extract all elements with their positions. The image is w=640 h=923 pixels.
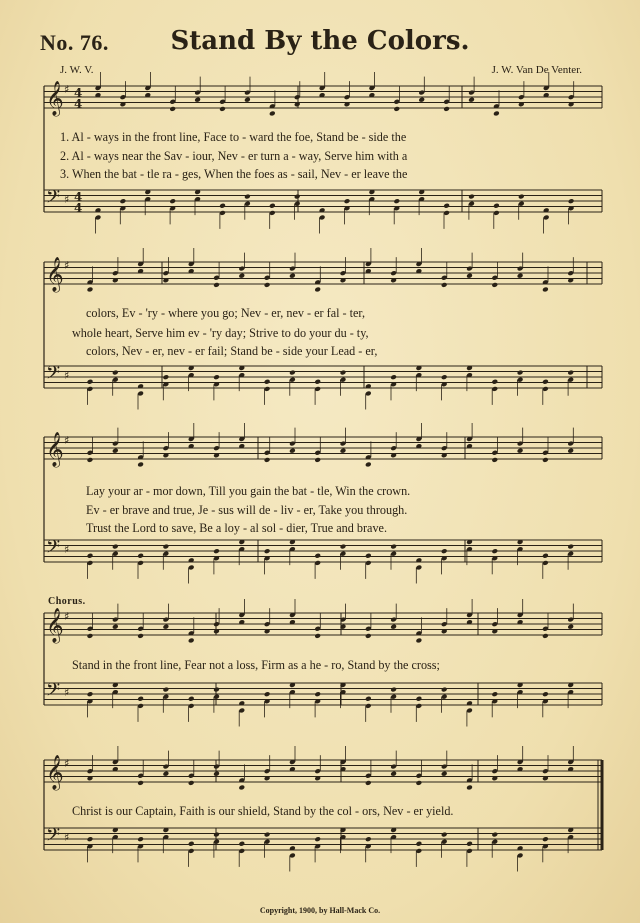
note-head xyxy=(264,379,271,385)
note-head xyxy=(493,111,500,117)
note-head xyxy=(365,462,372,468)
note-head xyxy=(137,633,144,639)
note-head xyxy=(314,836,321,842)
note-head xyxy=(289,273,296,279)
note-head xyxy=(289,448,296,454)
note-head xyxy=(163,687,170,693)
treble-clef-icon: 𝄞 xyxy=(46,81,64,116)
bass-clef-icon: 𝄢 xyxy=(46,363,61,388)
note-head xyxy=(418,97,425,103)
note-head xyxy=(567,624,574,630)
note-head xyxy=(390,374,397,380)
note-head xyxy=(517,273,524,279)
note-head xyxy=(365,836,372,842)
note-head xyxy=(542,287,549,293)
copyright-notice: Copyright, 1900, by Hall-Mack Co. xyxy=(259,906,381,915)
words-credit: J. W. V. xyxy=(60,64,94,76)
note-head xyxy=(87,457,94,463)
note-head xyxy=(468,194,475,200)
note-head xyxy=(390,687,397,693)
note-head xyxy=(365,696,372,702)
note-head xyxy=(567,370,574,376)
note-head xyxy=(87,691,94,697)
note-head xyxy=(289,370,296,376)
note-head xyxy=(238,273,245,279)
note-head xyxy=(542,691,549,697)
note-head xyxy=(314,691,321,697)
treble-clef-icon: 𝄞 xyxy=(46,755,64,790)
note-head xyxy=(542,457,549,463)
note-head xyxy=(567,544,574,550)
verse-lyric-line: 2. Al - ways near the Sav - iour, Nev - er turn a - way, Serve him with a xyxy=(60,149,408,163)
key-sharp-icon: ♯ xyxy=(64,369,70,382)
note-head xyxy=(365,780,372,786)
note-head xyxy=(112,624,119,630)
note-head xyxy=(120,198,127,204)
note-head xyxy=(219,106,226,112)
time-signature-icon: 4 xyxy=(74,86,83,100)
time-signature-icon: 4 xyxy=(74,97,83,111)
key-sharp-icon: ♯ xyxy=(64,757,70,770)
note-head xyxy=(213,374,220,380)
note-head xyxy=(491,457,498,463)
note-head xyxy=(542,553,549,559)
note-head xyxy=(567,448,574,454)
note-head xyxy=(340,370,347,376)
verse-lyric-line: 1. Al - ways in the front line, Face to - ward the foe, Stand be - side the xyxy=(60,130,407,144)
note-head xyxy=(340,544,347,550)
bass-clef-icon: 𝄢 xyxy=(46,825,61,850)
note-head xyxy=(264,691,271,697)
note-head xyxy=(137,780,144,786)
note-head xyxy=(491,379,498,385)
note-head xyxy=(213,687,220,693)
note-head xyxy=(264,832,271,838)
key-sharp-icon: ♯ xyxy=(64,686,70,699)
note-head xyxy=(568,198,575,204)
note-head xyxy=(441,832,448,838)
note-head xyxy=(213,771,220,777)
note-head xyxy=(466,785,473,791)
note-head xyxy=(493,203,500,209)
verse-lyric-line: 3. When the bat - tle ra - ges, When the foes as - sail, Nev - er leave the xyxy=(60,167,408,181)
bass-clef-icon: 𝄢 xyxy=(46,187,61,212)
note-head xyxy=(416,638,423,644)
note-head xyxy=(416,696,423,702)
note-head xyxy=(87,287,94,293)
music-credit: J. W. Van De Venter. xyxy=(491,64,582,76)
verse-lyric-line: colors, Nev - er, nev - er fail; Stand be - side your Lead - er, xyxy=(86,344,378,358)
note-head xyxy=(294,194,301,200)
note-head xyxy=(443,203,450,209)
note-head xyxy=(169,198,176,204)
note-head xyxy=(491,832,498,838)
note-head xyxy=(163,374,170,380)
note-head xyxy=(112,370,119,376)
note-head xyxy=(163,544,170,550)
chorus-lyric-line: Stand in the front line, Fear not a loss, Firm as a he - ro, Stand by the cross; xyxy=(72,658,440,672)
note-head xyxy=(194,97,201,103)
note-head xyxy=(466,841,473,847)
key-sharp-icon: ♯ xyxy=(64,610,70,623)
note-head xyxy=(264,548,271,554)
key-sharp-icon: ♯ xyxy=(64,83,70,96)
verse-lyric-line: Trust the Lord to save, Be a loy - al sol - dier, True and brave. xyxy=(86,521,387,535)
note-head xyxy=(112,448,119,454)
time-signature-icon: 4 xyxy=(74,201,83,215)
note-head xyxy=(244,97,251,103)
treble-clef-icon: 𝄞 xyxy=(46,432,64,467)
note-head xyxy=(416,780,423,786)
note-head xyxy=(441,374,448,380)
note-head xyxy=(441,687,448,693)
note-head xyxy=(542,836,549,842)
note-head xyxy=(213,548,220,554)
note-head xyxy=(491,548,498,554)
treble-clef-icon: 𝄞 xyxy=(46,257,64,292)
note-head xyxy=(269,203,276,209)
note-head xyxy=(314,633,321,639)
note-head xyxy=(188,780,195,786)
note-head xyxy=(137,836,144,842)
note-head xyxy=(137,553,144,559)
treble-clef-icon: 𝄞 xyxy=(46,608,64,643)
note-head xyxy=(188,696,195,702)
note-head xyxy=(213,832,220,838)
key-sharp-icon: ♯ xyxy=(64,831,70,844)
note-head xyxy=(314,553,321,559)
bass-clef-icon: 𝄢 xyxy=(46,537,61,562)
note-head xyxy=(244,194,251,200)
note-head xyxy=(491,282,498,288)
note-head xyxy=(314,287,321,293)
note-head xyxy=(137,462,144,468)
note-head xyxy=(219,203,226,209)
note-head xyxy=(468,97,475,103)
note-head xyxy=(87,836,94,842)
note-head xyxy=(340,448,347,454)
note-head xyxy=(517,370,524,376)
verse-lyric-line: colors, Ev - 'ry - where you go; Nev - er, nev - er fal - ter, xyxy=(86,306,366,320)
note-head xyxy=(188,638,195,644)
note-head xyxy=(518,194,525,200)
note-head xyxy=(393,106,400,112)
note-head xyxy=(344,198,351,204)
hymn-number: No. 76. xyxy=(40,30,109,55)
note-head xyxy=(269,111,276,117)
note-head xyxy=(466,273,473,279)
note-head xyxy=(517,448,524,454)
note-head xyxy=(314,379,321,385)
key-sharp-icon: ♯ xyxy=(64,259,70,272)
bass-clef-icon: 𝄢 xyxy=(46,680,61,705)
note-head xyxy=(169,106,176,112)
chorus-label: Chorus. xyxy=(48,596,86,607)
key-sharp-icon: ♯ xyxy=(64,543,70,556)
note-head xyxy=(87,379,94,385)
note-head xyxy=(390,771,397,777)
note-head xyxy=(390,624,397,630)
note-head xyxy=(314,457,321,463)
chorus-lyric-line: Christ is our Captain, Faith is our shield, Stand by the col - ors, Nev - er yield. xyxy=(72,804,454,818)
note-head xyxy=(365,553,372,559)
note-head xyxy=(390,544,397,550)
verse-lyric-line: Lay your ar - mor down, Till you gain the bat - tle, Win the crown. xyxy=(86,484,411,498)
note-head xyxy=(87,633,94,639)
note-head xyxy=(112,544,119,550)
note-head xyxy=(441,771,448,777)
note-head xyxy=(188,841,195,847)
key-sharp-icon: ♯ xyxy=(64,434,70,447)
verse-lyric-line: whole heart, Serve him ev - 'ry day; Strive to do your du - ty, xyxy=(72,326,369,340)
note-head xyxy=(441,548,448,554)
note-head xyxy=(264,457,271,463)
note-head xyxy=(213,282,220,288)
hymn-title: Stand By the Colors. xyxy=(170,26,470,56)
note-head xyxy=(163,624,170,630)
note-head xyxy=(365,633,372,639)
note-head xyxy=(238,785,245,791)
note-head xyxy=(542,379,549,385)
note-head xyxy=(393,198,400,204)
note-head xyxy=(443,106,450,112)
note-head xyxy=(238,841,245,847)
time-signature-icon: 4 xyxy=(74,190,83,204)
note-head xyxy=(542,633,549,639)
verse-lyric-line: Ev - er brave and true, Je - sus will de - liv - er, Take you through. xyxy=(86,503,408,517)
note-head xyxy=(416,841,423,847)
note-head xyxy=(491,691,498,697)
note-head xyxy=(87,553,94,559)
key-sharp-icon: ♯ xyxy=(64,193,70,206)
note-head xyxy=(163,771,170,777)
note-head xyxy=(137,696,144,702)
note-head xyxy=(441,282,448,288)
note-head xyxy=(264,282,271,288)
